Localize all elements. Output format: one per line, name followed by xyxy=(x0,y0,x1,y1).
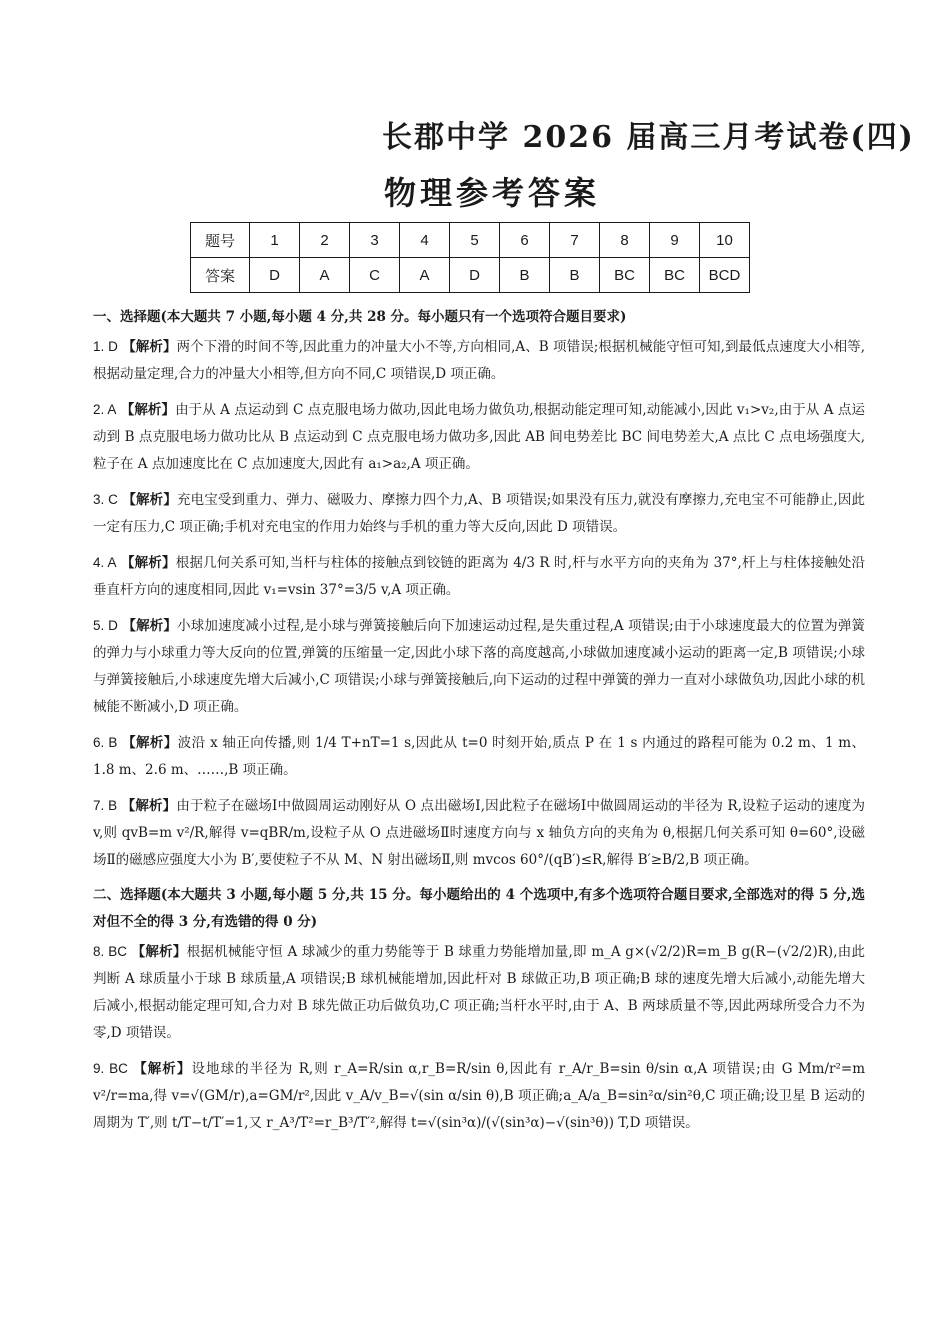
item-text: 由于粒子在磁场Ⅰ中做圆周运动刚好从 O 点出磁场Ⅰ,因此粒子在磁场Ⅰ中做圆周运动的半径为 R,设粒子运动的速度为 v,则 qvB=m v²/R,解得 v=qBR/m,设粒子从 O 点进磁场Ⅱ时速度方向与 x 轴负方向的夹角为 θ,根据几何关系可知 θ=60°,设磁场Ⅱ的磁感应强度大小为 B′,要使粒子不从 M、N 射出磁场Ⅱ,则 mvcos 60°/(qB′)≤R,解得 B′≥B/2,B 项正确。 xyxy=(93,798,866,868)
analysis-tag: 【解析】 xyxy=(122,492,177,508)
answer-cell: B xyxy=(550,258,600,293)
question-number: 10 xyxy=(700,223,750,258)
item-text: 由于从 A 点运动到 C 点克服电场力做功,因此电场力做负功,根据动能定理可知,动能减小,因此 v₁>v₂,由于从 A 点运动到 B 点克服电场力做功比从 B 点运动到 C 点克服电场力做功多,因此 AB 间电势差比 BC 间电势差大,A 点比 C 点电场强度大,粒子在 A 点加速度比在 C 点加速度大,因此有 a₁>a₂,A 项正确。 xyxy=(93,402,865,472)
item-text: 小球加速度减小过程,是小球与弹簧接触后向下加速运动过程,是失重过程,A 项错误;由于小球速度最大的位置为弹簧的弹力与小球重力等大反向的位置,弹簧的压缩量一定,因此小球下落的高度越高,小球做加速度减小运动的距离一定,B 项错误;小球与弹簧接触后,小球速度先增大后减小,C 项错误;小球与弹簧接触后,向下运动的过程中弹簧的弹力一直对小球做负功,因此小球的机械能不断减小,D 项正确。 xyxy=(93,618,866,715)
solution-item xyxy=(93,938,865,1047)
analysis-tag: 【解析】 xyxy=(133,1061,192,1077)
answer-cell: A xyxy=(300,258,350,293)
question-number: 3 xyxy=(350,223,400,258)
solution-item xyxy=(93,1055,865,1137)
answer-cell: BCD xyxy=(700,258,750,293)
item-text: 根据机械能守恒 A 球减少的重力势能等于 B 球重力势能增加量,即 m_A g×(√2/2)R=m_B g(R−(√2/2)R),由此判断 A 球质量小于球 B 球质量,A 项错误;B 球机械能增加,因此杆对 B 球做正功,B 项正确;B 球的速度先增大后减小,动能先增大后减小,根据动能定理可知,合力对 B 球先做正功后做负功,C 项正确;当杆水平时,由于 A、B 两球质量不等,因此两球所受合力不为零,D 项错误。 xyxy=(93,944,866,1041)
solution-item xyxy=(93,396,865,478)
page-title: 长郡中学 2026 届高三月考试卷(四) xyxy=(382,120,915,155)
solution-item xyxy=(93,486,865,541)
analysis-tag: 【解析】 xyxy=(120,402,176,418)
solutions-content xyxy=(93,300,865,1145)
item-answer: 5. D xyxy=(93,618,118,633)
solution-item xyxy=(93,549,865,604)
section-heading-2: 二、选择题(本大题共 3 小题,每小题 5 分,共 15 分。每小题给出的 4 个选项中,有多个选项符合题目要求,全部选对的得 5 分,选对但不全的得 3 分,有选错的得 0 分) xyxy=(93,887,865,930)
item-text: 波沿 x 轴正向传播,则 1/4 T+nT=1 s,因此从 t=0 时刻开始,质点 P 在 1 s 内通过的路程可能为 0.2 m、1 m、1.8 m、2.6 m、……,B 项正确。 xyxy=(93,735,866,778)
answer-cell: D xyxy=(450,258,500,293)
analysis-tag: 【解析】 xyxy=(122,339,177,355)
analysis-tag: 【解析】 xyxy=(120,555,176,571)
section-heading-1: 一、选择题(本大题共 7 小题,每小题 4 分,共 28 分。每小题只有一个选项符合题目要求) xyxy=(93,309,627,325)
answer-table-number-row xyxy=(191,223,750,258)
question-number: 5 xyxy=(450,223,500,258)
solution-item xyxy=(93,729,865,784)
question-number: 1 xyxy=(250,223,300,258)
answer-cell: D xyxy=(250,258,300,293)
answer-cell: B xyxy=(500,258,550,293)
solution-item xyxy=(93,333,865,388)
question-number: 7 xyxy=(550,223,600,258)
item-answer: 4. A xyxy=(93,555,117,570)
solution-item xyxy=(93,612,865,721)
item-text: 两个下滑的时间不等,因此重力的冲量大小不等,方向相同,A、B 项错误;根据机械能守恒可知,到最低点速度大小相等,根据动量定理,合力的冲量大小相等,但方向不同,C 项错误,D 项正确。 xyxy=(93,339,866,382)
answer-row-label: 答案 xyxy=(191,258,250,293)
analysis-tag: 【解析】 xyxy=(131,944,187,960)
item-answer: 8. BC xyxy=(93,944,128,959)
answer-table-answer-row xyxy=(191,258,750,293)
answer-cell: BC xyxy=(600,258,650,293)
analysis-tag: 【解析】 xyxy=(122,618,178,634)
answer-cell: C xyxy=(350,258,400,293)
number-row-label: 题号 xyxy=(191,223,250,258)
item-text: 充电宝受到重力、弹力、磁吸力、摩擦力四个力,A、B 项错误;如果没有压力,就没有摩擦力,充电宝不可能静止,因此一定有压力,C 项正确;手机对充电宝的作用力始终与手机的重力等大反向,因此 D 项错误。 xyxy=(93,492,866,535)
answer-cell: A xyxy=(400,258,450,293)
item-answer: 6. B xyxy=(93,735,118,750)
analysis-tag: 【解析】 xyxy=(121,798,177,814)
item-answer: 3. C xyxy=(93,492,118,507)
answer-cell: BC xyxy=(650,258,700,293)
item-text: 根据几何关系可知,当杆与柱体的接触点到铰链的距离为 4/3 R 时,杆与水平方向的夹角为 37°,杆上与柱体接触处沿垂直杆方向的速度相同,因此 v₁=vsin 37°=3/5 v,A 项正确。 xyxy=(93,555,866,598)
question-number: 8 xyxy=(600,223,650,258)
item-answer: 7. B xyxy=(93,798,118,813)
analysis-tag: 【解析】 xyxy=(122,735,178,751)
item-answer: 9. BC xyxy=(93,1061,128,1076)
item-text: 设地球的半径为 R,则 r_A=R/sin α,r_B=R/sin θ,因此有 r_A/r_B=sin θ/sin α,A 项错误;由 G Mm/r²=m v²/r=ma,得 v=√(GM/r),a=GM/r²,因此 v_A/v_B=√(sin α/sin θ),B 项正确;a_A/a_B=sin²α/sin²θ,C 项正确;设卫星 B 运动的周期为 T′,则 t/T−t/T′=1,又 r_A³/T²=r_B³/T′²,解得 t=√(sin³α)/(√(sin³α)−√(sin³θ)) T,D 项错误。 xyxy=(93,1061,865,1131)
page-subtitle: 物理参考答案 xyxy=(384,174,601,212)
answer-table xyxy=(190,222,750,293)
question-number: 2 xyxy=(300,223,350,258)
question-number: 9 xyxy=(650,223,700,258)
solution-item xyxy=(93,792,865,874)
item-answer: 2. A xyxy=(93,402,117,417)
question-number: 4 xyxy=(400,223,450,258)
item-answer: 1. D xyxy=(93,339,118,354)
question-number: 6 xyxy=(500,223,550,258)
